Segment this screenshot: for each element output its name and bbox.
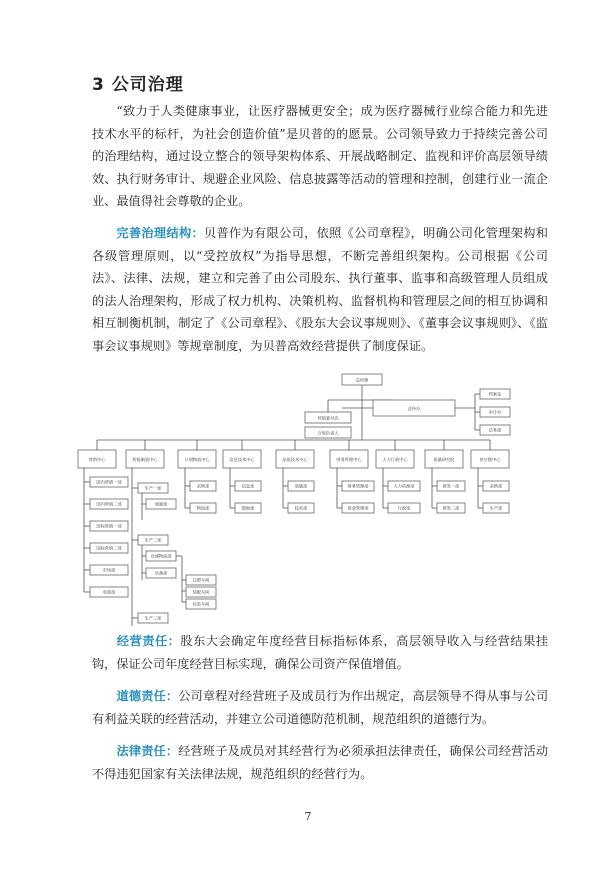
ethics-responsibility-label: 道德责任： — [116, 689, 179, 703]
org-dept-label: 研发二部 — [442, 505, 460, 511]
org-dept-label: 生产二部 — [144, 537, 162, 543]
org-dept-label: 采购部 — [489, 483, 503, 489]
org-branch-marketing — [84, 477, 128, 597]
org-dept-label: 国际营销一部 — [96, 523, 122, 529]
org-center-label: 智能制造中心 — [132, 457, 158, 462]
org-branch-hr — [383, 468, 420, 513]
org-center-label: 计划物流中心 — [184, 457, 210, 462]
org-office-child-label: 档案室 — [488, 391, 502, 397]
legal-responsibility-label: 法律责任： — [116, 744, 179, 758]
org-center-label: 信息技术中心 — [229, 457, 255, 462]
legal-responsibility-text: 经营班子及成员对其经营行为必须承担法律责任，确保公司经营活动不得违犯国家有关法律法规，规范组织的经营行为。 — [92, 744, 549, 781]
org-center-label: 供应链中心 — [479, 457, 501, 462]
governance-label: 完善治理结构： — [116, 226, 204, 240]
org-dept-label: 技术部 — [294, 505, 308, 511]
org-office-label: 总经办 — [407, 406, 421, 411]
org-chart — [70, 370, 550, 632]
org-center-label: 品质技术中心 — [282, 457, 308, 462]
org-subdept-label: 设备部 — [154, 570, 168, 576]
org-dept-label: 市场部 — [102, 567, 116, 573]
org-staff-label: 合规负责人 — [317, 430, 339, 436]
org-dept-label: 行政部 — [397, 505, 411, 511]
org-centers — [78, 450, 509, 468]
org-branch-research — [432, 468, 465, 513]
business-responsibility-label: 经营责任： — [116, 634, 181, 648]
org-branch-quality — [283, 468, 314, 513]
org-center-label: 财务管理中心 — [336, 457, 362, 462]
org-top-label: 总经理 — [355, 377, 369, 383]
legal-responsibility-paragraph — [92, 740, 548, 785]
org-dept-label: 生产部 — [489, 505, 503, 511]
org-subdept-label: 仓储物流部 — [150, 553, 172, 559]
business-responsibility-text: 股东大会确定年度经营目标指标体系，高层领导收入与经营结果挂钩，保证公司年度经营目标实现，确保公司资产保值增值。 — [92, 634, 549, 671]
org-office-child-label: 法务部 — [488, 427, 502, 433]
org-dept-label: 物流部 — [196, 505, 210, 511]
business-responsibility-paragraph — [92, 630, 548, 675]
org-center-label: 质量研究院 — [433, 457, 455, 462]
org-dept-label: 采购部 — [196, 483, 210, 489]
org-office-child-label: 审计办 — [488, 409, 502, 415]
org-branch-it — [230, 468, 261, 513]
org-dept-label: 国内营销一部 — [96, 479, 122, 485]
org-staff-label: 营销委员会 — [317, 415, 339, 421]
org-subdept-label: 包装车间 — [192, 601, 210, 607]
org-center-label: 营销中心 — [88, 457, 106, 462]
org-dept-label: 数据部 — [241, 505, 255, 511]
org-subdept-label: 装配车间 — [192, 589, 210, 595]
org-subdept-label: 注塑车间 — [192, 577, 210, 583]
ethics-responsibility-text: 公司章程对经营班子及成员行为作出规定，高层领导不得从事与公司有利益关联的经营活动，并建立公司道德防范机制，规范组织的道德行为。 — [92, 689, 549, 726]
org-dept-label: 国内营销二部 — [96, 501, 122, 507]
governance-paragraph — [92, 222, 548, 357]
org-branch-planning — [185, 468, 216, 513]
org-dept-label: 电商部 — [102, 589, 116, 595]
org-branch-finance — [337, 468, 374, 513]
vision-paragraph: “致力于人类健康事业，让医疗器械更安全；成为医疗器械行业综合能力和先进技术水平的标杆，为社会创造价值”是贝普的的愿景。公司领导致力于持续完善公司的治理结构，通过设立整合的领导架构体系、开展战略制定、监视和评价高层领导绩效、执行财务审计、规避企业风险、信息披露等活动的管理和控制，创建行业一流企业、最值得社会尊敬的企业。 — [92, 104, 548, 208]
org-center-label: 人力行政中心 — [382, 457, 408, 462]
org-dept-label: 生产一部 — [144, 485, 162, 491]
org-dept-label: 质量部 — [294, 483, 308, 489]
org-dept-label: 财务管理部 — [347, 483, 369, 489]
org-dept-label: 生产三部 — [144, 615, 162, 621]
section-heading: 3 公司治理 — [92, 75, 184, 95]
page-number: 7 — [304, 810, 312, 823]
governance-text: 贝普作为有限公司，依照《公司章程》，明确公司化管理架构和各级管理原则，以“受控放权”为指导思想，不断完善组织架构。公司根据《公司法》、法律、法规，建立和完善了由公司股东、执行董事、监事和高级管理人员组成的法人治理架构，形成了权力机构、决策机构、监督机构和管理层之间的相互协调和相互制衡机制，制定了《公司章程》、《股东大会议事规则》、《董事会议事规则》、《监事会议事规则》等规章制度，为贝普高效经营提供了制度保证。 — [92, 226, 548, 353]
org-dept-label: 资金管理部 — [347, 505, 369, 511]
org-dept-label: 研发一部 — [442, 483, 460, 489]
ethics-responsibility-paragraph — [92, 685, 548, 730]
org-dept-label: 人力资源部 — [393, 483, 415, 489]
org-subdept-label: 质量部 — [154, 501, 168, 507]
org-branch-supply — [478, 468, 509, 513]
org-dept-label: 信息部 — [241, 483, 255, 489]
org-dept-label: 国际营销二部 — [96, 545, 122, 551]
